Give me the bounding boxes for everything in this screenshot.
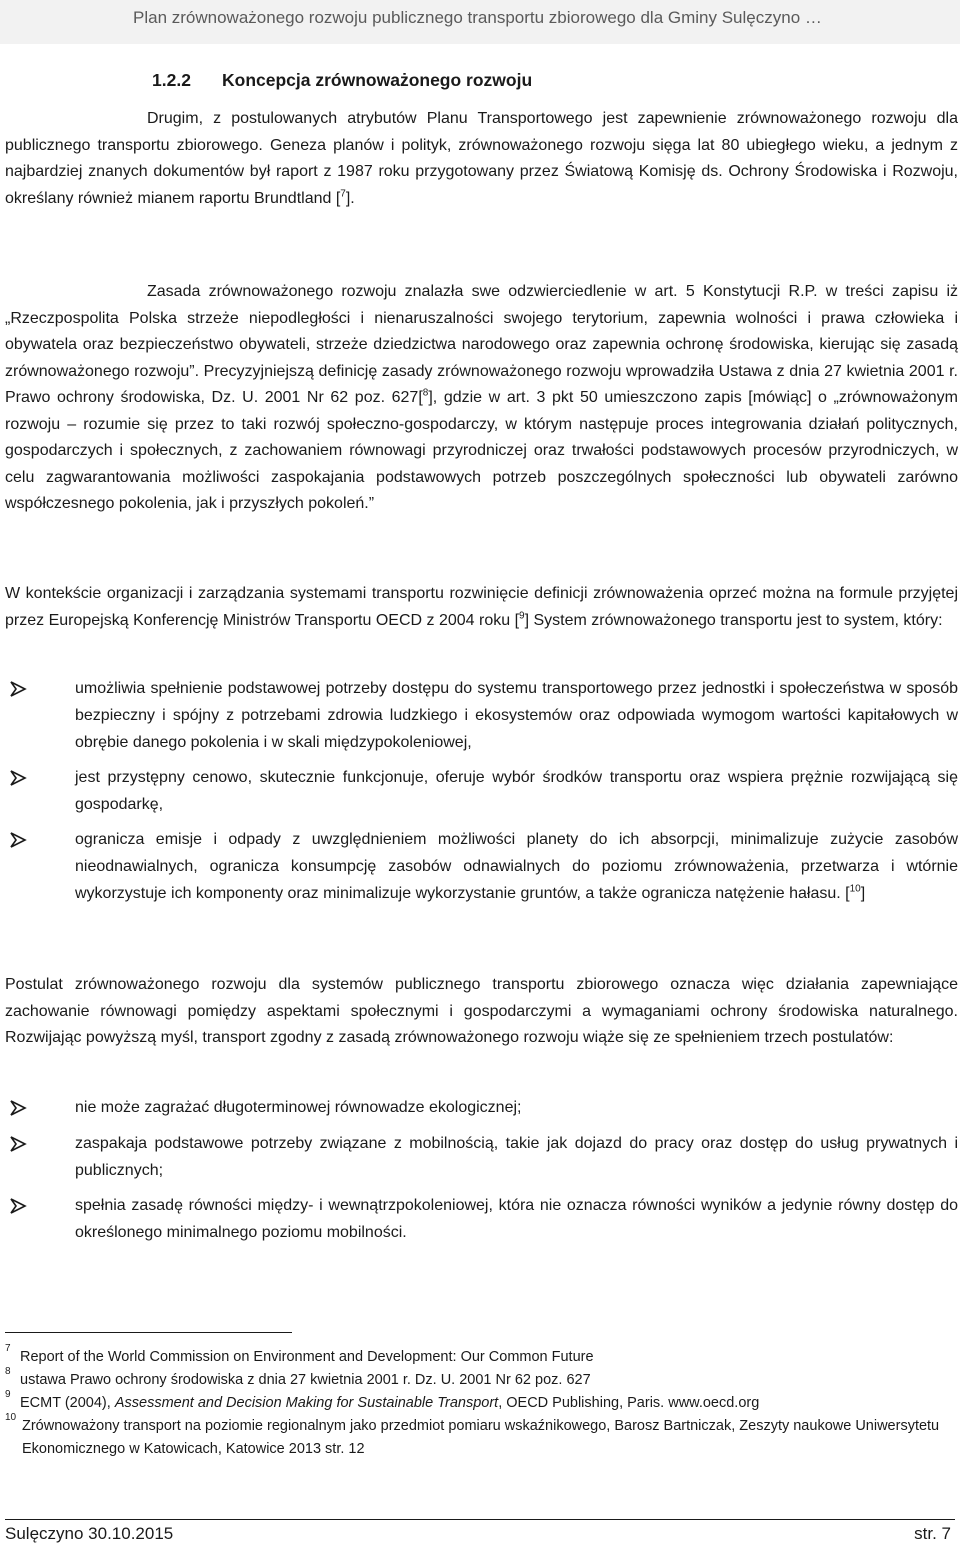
footnote-number: 8 — [5, 1366, 11, 1377]
section-title: Koncepcja zrównoważonego rozwoju — [222, 70, 533, 90]
paragraph-postulat: Postulat zrównoważonego rozwoju dla systemów publicznego transportu zbiorowego oznacza więc działania zapewniające zachowanie równowagi pomiędzy aspektami społecznymi i gospodarczymi a wymaganiami ochrony środowiska naturalnego. Rozwijając powyższą myśl, transport zgodny z zasadą zrównoważonego rozwoju wiąże się ze spełnieniem trzech postulatów: — [5, 976, 958, 1046]
paragraph-intro-end: ]. — [345, 189, 355, 207]
list-item — [0, 764, 958, 818]
footnote-item — [5, 1366, 955, 1392]
arrowhead-bullet-icon — [8, 826, 30, 853]
footnote-ref-7: 7 — [340, 188, 346, 200]
bullet-list-postulates — [0, 1094, 958, 1246]
footer-place-date: Sulęczyno 30.10.2015 — [5, 1524, 174, 1543]
list-item — [0, 675, 958, 756]
paragraph-context-end: ] System zrównoważonego transportu jest to system, który: — [524, 611, 943, 629]
arrowhead-bullet-icon — [8, 764, 30, 791]
footnotes — [5, 1343, 955, 1461]
paragraph-constitution-text: Zasada zrównoważonego rozwoju znalazła swe odzwierciedlenie w art. 5 Konstytucji R.P. w treści zapisu iż „Rzeczpospolita Polska strzeże niepodległości i nienaruszalności swojego terytorium, zapewnia wolności i prawa człowieka i obywatela oraz bezpieczeństwo obywateli, strzeże dziedzictwa narodowego oraz zapewnia ochronę środowiska, kierując się zasadą zrównoważonego rozwoju”. Precyzyjniejszą definicję zasady zrównoważonego rozwoju wprowadziła Ustawa z dnia 27 kwietnia 2001 r. Prawo ochrony środowiska, Dz. U. 2001 Nr 62 poz. 627[ — [5, 283, 958, 406]
paragraph-context-text: W kontekście organizacji i zarządzania systemami transportu rozwinięcie definicji zrównoważenia oprzeć można na formule przyjętej przez Europejską Konferencję Ministrów Transportu OECD z 2004 roku [ — [5, 585, 958, 629]
running-header: Plan zrównoważonego rozwoju publicznego transportu zbiorowego dla Gminy Sulęczyno … — [0, 0, 960, 44]
footnote-ref-8: 8 — [422, 387, 429, 399]
footnote-item — [5, 1343, 955, 1369]
list-item — [0, 1130, 958, 1184]
arrowhead-bullet-icon — [8, 675, 30, 702]
paragraph-context — [5, 581, 958, 634]
footnote-number: 7 — [5, 1343, 11, 1354]
footnote-item — [5, 1412, 955, 1461]
list-item-text: ogranicza emisje i odpady z uwzględnieniem możliwości planety do ich absorpcji, minimalizuje zużycie zasobów nieodnawialnych, ogranicza konsumpcję zasobów odnawialnych do poziomu zrównoważenia, przetwarza i wtórnie wykorzystuje ich komponenty oraz minimalizuje wykorzystanie gruntów, a także ogranicza natężenie hałasu. [ — [75, 831, 958, 902]
footnote-text: ECMT (2004), — [20, 1395, 115, 1411]
footnote-number: 9 — [5, 1389, 11, 1400]
arrowhead-bullet-icon — [8, 1130, 30, 1157]
footnote-item — [5, 1389, 955, 1415]
page-number: str. 7 — [914, 1524, 951, 1543]
bullet-list-system — [0, 675, 958, 907]
footnote-text: Report of the World Commission on Environment and Development: Our Common Future — [20, 1349, 594, 1365]
paragraph-intro-text: Drugim, z postulowanych atrybutów Planu Transportowego jest zapewnienie zrównoważonego rozwoju dla publicznego transportu zbiorowego. Geneza planów i polityk, zrównoważonego rozwoju sięga lat 80 ubiegłego wieku, a jednym z najbardziej znanych dokumentów był raport z 1987 roku przygotowany przez Światową Komisję ds. Ochrony Środowiska i Rozwoju, określany również mianem raportu Brundtland [ — [5, 110, 958, 207]
paragraph-intro — [5, 106, 958, 212]
list-item — [0, 1094, 958, 1121]
paragraph-constitution — [5, 279, 958, 518]
list-item-text: umożliwia spełnienie podstawowej potrzeby dostępu do systemu transportowego przez jednostki i społeczeństwa w sposób bezpieczny i spójny z potrzebami zdrowia ludzkiego i ekosystemów oraz odpowiada wymogom wartości kapitałowych w obrębie danego pokolenia i w skali międzypokoleniowej, — [75, 680, 958, 751]
section-number: 1.2.2 — [152, 70, 191, 90]
list-item-text: nie może zagrażać długoterminowej równowadze ekologicznej; — [75, 1099, 522, 1116]
list-item-text: jest przystępny cenowo, skutecznie funkcjonuje, oferuje wybór środków transportu oraz wspiera prężnie rozwijającą się gospodarkę, — [75, 769, 958, 813]
list-item — [0, 1192, 958, 1246]
list-item-text: spełnia zasadę równości między- i wewnątrzpokoleniowej, która nie oznacza równości wyników a jedynie równy dostęp do określonego minimalnego poziomu mobilności. — [75, 1197, 958, 1241]
arrowhead-bullet-icon — [8, 1094, 30, 1121]
footnote-number: 10 — [5, 1412, 17, 1423]
footnote-text-end: , OECD Publishing, Paris. www.oecd.org — [498, 1395, 760, 1411]
section-heading — [152, 70, 532, 91]
footnote-title-italic: Assessment and Decision Making for Sustainable Transport — [114, 1395, 499, 1411]
footnote-ref-10: 10 — [849, 883, 861, 895]
footnote-ref-9: 9 — [519, 610, 525, 622]
footnote-text: ustawa Prawo ochrony środowiska z dnia 27 kwietnia 2001 r. Dz. U. 2001 Nr 62 poz. 627 — [20, 1372, 591, 1388]
list-item — [0, 826, 958, 907]
footnote-separator — [5, 1332, 292, 1333]
list-item-text: zaspakaja podstawowe potrzeby związane z mobilnością, takie jak dojazd do pracy oraz dostęp do usług prywatnych i publicznych; — [75, 1135, 958, 1179]
paragraph-constitution-cont: ], gdzie w art. 3 pkt 50 umieszczono zapis [mówiąc] o „zrównoważonym rozwoju – rozumie się przez to taki rozwój społeczno-gospodarczy, w którym następuje proces integrowania działań politycznych, gospodarczych i społecznych, z zachowaniem równowagi przyrodniczej oraz trwałości podstawowych procesów przyrodniczych, w celu zagwarantowania możliwości zaspokajania podstawowych potrzeb poszczególnych społeczności lub obywateli zarówno współczesnego pokolenia, jak i przyszłych pokoleń.” — [5, 389, 958, 512]
footnote-text: Zrównoważony transport na poziomie regionalnym jako przedmiot pomiaru wskaźnikowego, Barosz Bartniczak, Zeszyty naukowe Uniwersytetu Ekonomicznego w Katowicach, Katowice 2013 str. 12 — [22, 1418, 940, 1457]
footer-separator — [5, 1519, 955, 1520]
arrowhead-bullet-icon — [8, 1192, 30, 1219]
list-item-text-end: ] — [860, 885, 866, 902]
